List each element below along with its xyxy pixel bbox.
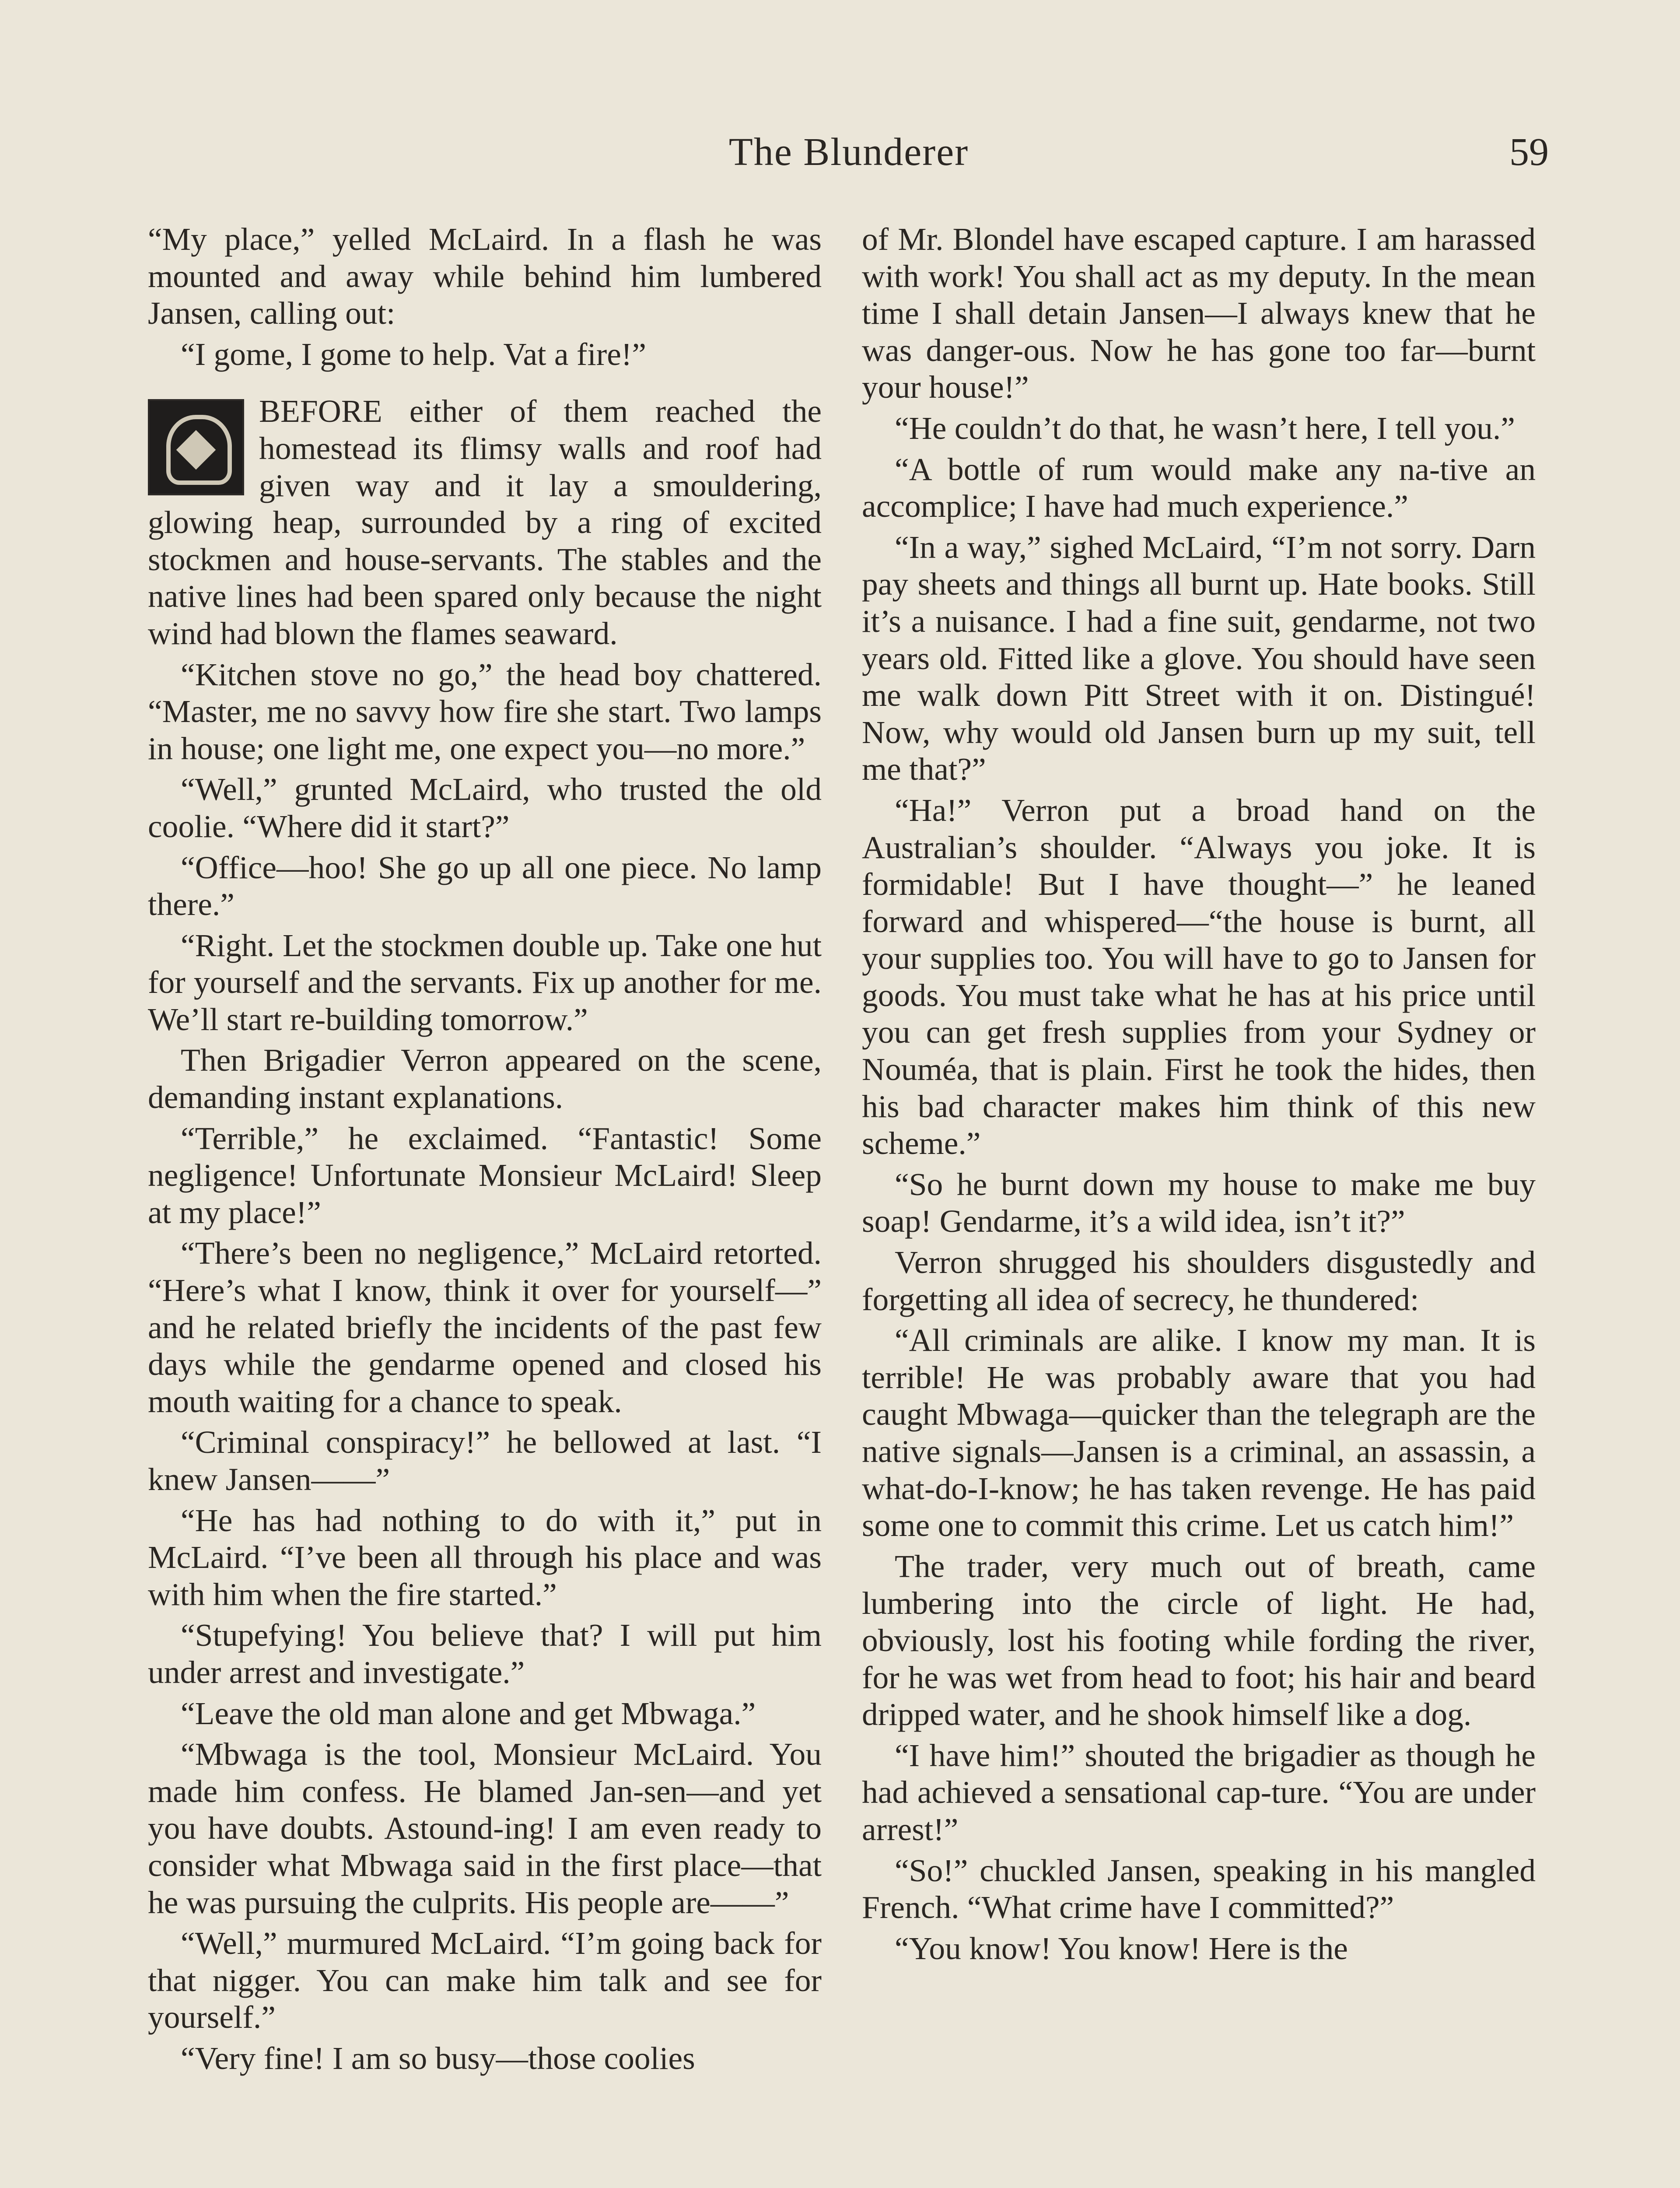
paragraph: “All criminals are alike. I know my man. It is terrible! He was probably aware that you had caught Mbwaga—quicker than the telegraph are the native signals—Jansen is a criminal, an assassin, a what-do-I-know; he has taken revenge. He has paid some one to commit this crime. Let us catch him!” — [862, 1322, 1536, 1543]
paragraph: “He couldn’t do that, he wasn’t here, I tell you.” — [895, 410, 1515, 446]
paragraph: “Terrible,” he exclaimed. “Fantastic! Some negligence! Unfortunate Monsieur McLaird! Sleep at my place!” — [148, 1120, 822, 1230]
paragraph: of Mr. Blondel have escaped capture. I am harassed with work! You shall act as my deputy. In the mean time I shall detain Jansen—I always knew that he was danger-ous. Now he has gone too far—burnt your house!” — [862, 221, 1536, 405]
paragraph: “So!” chuckled Jansen, speaking in his mangled French. “What crime have I committed?” — [862, 1852, 1536, 1925]
paragraph: “Kitchen stove no go,” the head boy chattered. “Master, me no savvy how fire she start. Two lamps in house; one light me, one expect you—no more.” — [148, 656, 822, 766]
paragraph: “You know! You know! Here is the — [895, 1930, 1348, 1966]
paragraph: “He has had nothing to do with it,” put in McLaird. “I’ve been all through his place and was with him when the fire started.” — [148, 1502, 822, 1612]
left-column — [148, 221, 822, 2081]
paragraph: Then Brigadier Verron appeared on the scene, demanding instant explanations. — [148, 1042, 822, 1115]
paragraph: “Stupefying! You believe that? I will put him under arrest and investigate.” — [148, 1617, 822, 1690]
paragraph: “There’s been no negligence,” McLaird retorted. “Here’s what I know, think it over for yourself—” and he related briefly the incidents of the past few days while the gendarme opened and closed his mouth waiting for a chance to speak. — [148, 1235, 822, 1419]
paragraph: “Criminal conspiracy!” he bellowed at last. “I knew Jansen——” — [148, 1424, 822, 1497]
paragraph: The trader, very much out of breath, came lumbering into the circle of light. He had, obviously, lost his footing while fording the river, for he was wet from head to foot; his hair and beard dripped water, and he shook himself like a dog. — [862, 1548, 1536, 1732]
paragraph: “Leave the old man alone and get Mbwaga.” — [181, 1695, 756, 1731]
running-title: The Blunderer — [728, 130, 969, 174]
paragraph: “Well,” grunted McLaird, who trusted the old coolie. “Where did it start?” — [148, 771, 822, 844]
page-number: 59 — [1509, 130, 1549, 174]
section-opening-text: BEFORE either of them reached the homestead its flimsy walls and roof had given way and it lay a smouldering, glowing heap, surrounded by a ring of excited stockmen and house-servants. The stables and the native lines had been spared only because the night wind had blown the flames seaward. — [148, 393, 822, 651]
paragraph: “Ha!” Verron put a broad hand on the Australian’s shoulder. “Always you joke. It is formidable! But I have thought—” he leaned forward and whispered—“the house is burnt, all your supplies too. You will have to go to Jansen for goods. You must take what he has at his price until you can get fresh supplies from your Sydney or Nouméa, that is plain. First he took the hides, then his bad character makes him think of this new scheme.” — [862, 792, 1536, 1161]
paragraph: “In a way,” sighed McLaird, “I’m not sorry. Darn pay sheets and things all burnt up. Hate books. Still it’s a nuisance. I had a fine suit, gendarme, not two years old. Fitted like a glove. You should have seen me walk down Pitt Street with it on. Distingué! Now, why would old Jansen burn up my suit, tell me that?” — [862, 529, 1536, 787]
paragraph: Verron shrugged his shoulders disgustedly and forgetting all idea of secrecy, he thundered: — [862, 1245, 1536, 1317]
paragraph: “Office—hoo! She go up all one piece. No lamp there.” — [148, 849, 822, 922]
paragraph: “So he burnt down my house to make me buy soap! Gendarme, it’s a wild idea, isn’t it?” — [862, 1166, 1536, 1239]
paragraph: “I gome, I gome to help. Vat a fire!” — [181, 336, 646, 372]
paragraph: “Very fine! I am so busy—those coolies — [181, 2040, 695, 2076]
ornamental-initial-icon — [148, 399, 244, 495]
paragraph: “Mbwaga is the tool, Monsieur McLaird. You made him confess. He blamed Jan-sen—and yet you have doubts. Astound-ing! I am even ready to consider what Mbwaga said in the first place—that he was pursuing the culprits. His people are——” — [148, 1736, 822, 1920]
right-column — [862, 221, 1536, 1971]
paragraph: “Well,” murmured McLaird. “I’m going back for that nigger. You can make him talk and see for yourself.” — [148, 1925, 822, 2035]
paragraph: “A bottle of rum would make any na-tive an accomplice; I have had much experience.” — [862, 451, 1536, 524]
paragraph: “Right. Let the stockmen double up. Take one hut for yourself and the servants. Fix up another for me. We’ll start re-building tomorrow.” — [148, 927, 822, 1037]
paragraph: “I have him!” shouted the brigadier as though he had achieved a sensational cap-ture. “You are under arrest!” — [862, 1737, 1536, 1847]
paragraph-section-start — [148, 393, 822, 652]
page-header — [149, 130, 1549, 182]
paragraph: “My place,” yelled McLaird. In a flash he was mounted and away while behind him lumbered Jansen, calling out: — [148, 221, 822, 331]
